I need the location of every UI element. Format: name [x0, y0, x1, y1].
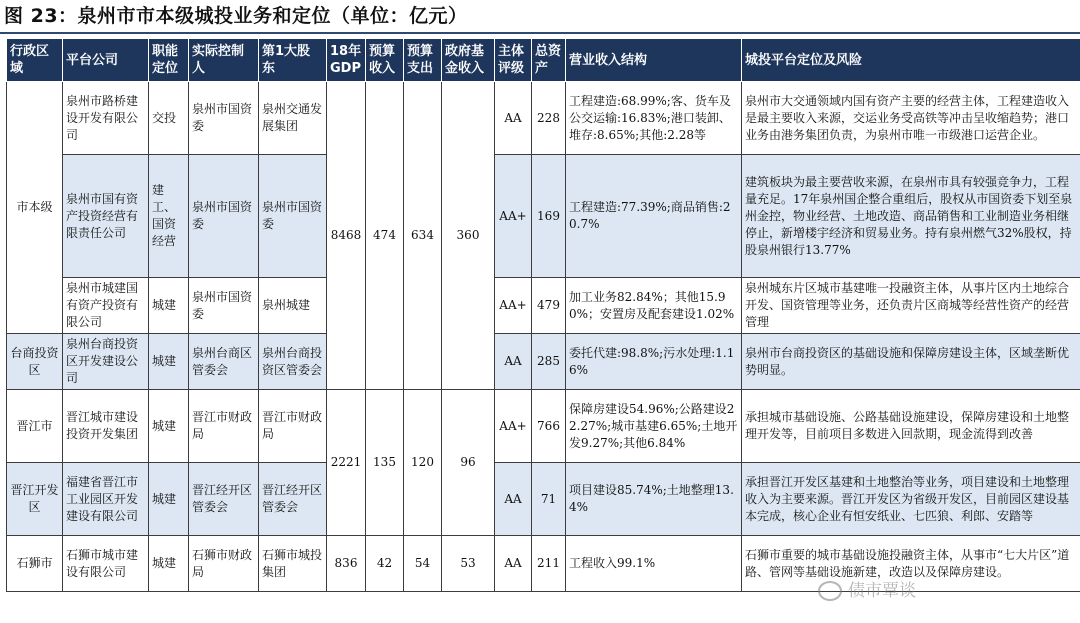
wechat-icon: [818, 581, 842, 601]
role-cell: 城建: [149, 278, 189, 334]
rating-cell: AA: [495, 463, 532, 536]
role-cell: 城建: [149, 334, 189, 390]
rating-cell: AA: [495, 82, 532, 155]
revenue-cell: 加工业务82.84%；其他15.90%；安置房及配套建设1.02%: [566, 278, 742, 334]
shareholder-cell: 石狮市城投集团: [259, 536, 327, 592]
header-cell: 第1大股东: [259, 39, 327, 82]
table-row: [7, 155, 1080, 278]
header-cell: 政府基金收入: [442, 39, 495, 82]
header-row: [7, 39, 1080, 82]
gdp-cell: 2221: [327, 390, 366, 536]
controller-cell: 泉州市国资委: [189, 278, 259, 334]
revenue-cell: 工程建造:77.39%;商品销售:20.7%: [566, 155, 742, 278]
region-cell: 石狮市: [7, 536, 63, 592]
header-cell: 预算支出: [404, 39, 442, 82]
table-row: [7, 390, 1080, 463]
table-row: [7, 334, 1080, 390]
revenue-cell: 项目建设85.74%;土地整理13.4%: [566, 463, 742, 536]
company-cell: 泉州市城建国有资产投资有限公司: [63, 278, 149, 334]
role-cell: 城建: [149, 536, 189, 592]
company-cell: 晋江城市建设投资开发集团: [63, 390, 149, 463]
assets-cell: 285: [532, 334, 566, 390]
header-cell: 平台公司: [63, 39, 149, 82]
positioning-cell: 泉州市台商投资区的基础设施和保障房建设主体，区域垄断优势明显。: [742, 334, 1080, 390]
company-cell: 福建省晋江市工业园区开发建设有限公司: [63, 463, 149, 536]
company-cell: 泉州市路桥建设开发有限公司: [63, 82, 149, 155]
company-cell: 石狮市城市建设有限公司: [63, 536, 149, 592]
assets-cell: 766: [532, 390, 566, 463]
assets-cell: 228: [532, 82, 566, 155]
figure-title: 图 23：泉州市市本级城投业务和定位（单位：亿元）: [4, 5, 468, 27]
positioning-cell: 泉州市大交通领域内国有资产主要的经营主体，工程建造收入是最主要收入来源，交运业务受高铁等冲击呈收缩趋势；港口业务由港务集团负责，为泉州市唯一市级港口运营企业。: [742, 82, 1080, 155]
header-cell: 行政区域: [7, 39, 63, 82]
positioning-cell: 泉州城东片区城市基建唯一投融资主体，从事片区内土地综合开发、国资管理等业务，还负责片区商城等经营性资产的经营管理: [742, 278, 1080, 334]
region-cell: 台商投资区: [7, 334, 63, 390]
title-rule: [0, 32, 1080, 34]
budget-income-cell: 135: [366, 390, 404, 536]
region-cell: 晋江市: [7, 390, 63, 463]
rating-cell: AA: [495, 334, 532, 390]
header-cell: 城投平台定位及风险: [742, 39, 1080, 82]
role-cell: 交投: [149, 82, 189, 155]
assets-cell: 169: [532, 155, 566, 278]
controller-cell: 晋江市财政局: [189, 390, 259, 463]
header-cell: 实际控制人: [189, 39, 259, 82]
rating-cell: AA+: [495, 390, 532, 463]
budget-income-cell: 42: [366, 536, 404, 592]
data-table: [6, 38, 1080, 592]
assets-cell: 71: [532, 463, 566, 536]
gdp-cell: 8468: [327, 82, 366, 390]
table-row: [7, 82, 1080, 155]
controller-cell: 泉州市国资委: [189, 155, 259, 278]
header-cell: 主体评级: [495, 39, 532, 82]
watermark: [818, 578, 1078, 604]
company-cell: 泉州台商投资区开发建设公司: [63, 334, 149, 390]
table-row: [7, 463, 1080, 536]
shareholder-cell: 泉州市国资委: [259, 155, 327, 278]
shareholder-cell: 泉州城建: [259, 278, 327, 334]
positioning-cell: 承担晋江开发区基建和土地整治等业务，项目建设和土地整理收入为主要来源。晋江开发区为省级开发区，目前园区建设基本完成，核心企业有恒安纸业、七匹狼、利郎、安踏等: [742, 463, 1080, 536]
revenue-cell: 工程建造:68.99%;客、货车及公交运输:16.83%;港口装卸、堆存:8.65%;其他:2.28等: [566, 82, 742, 155]
assets-cell: 211: [532, 536, 566, 592]
assets-cell: 479: [532, 278, 566, 334]
fund-income-cell: 96: [442, 390, 495, 536]
watermark-text: 债市覃谈: [848, 581, 916, 601]
role-cell: 城建: [149, 390, 189, 463]
fund-income-cell: 360: [442, 82, 495, 390]
role-cell: 城建: [149, 463, 189, 536]
region-cell: 晋江开发区: [7, 463, 63, 536]
budget-expense-cell: 634: [404, 82, 442, 390]
shareholder-cell: 泉州交通发展集团: [259, 82, 327, 155]
gdp-cell: 836: [327, 536, 366, 592]
positioning-cell: 承担城市基础设施、公路基础设施建设，保障房建设和土地整理开发等，目前项目多数进入回款期，现金流得到改善: [742, 390, 1080, 463]
header-cell: 职能定位: [149, 39, 189, 82]
region-cell: 市本级: [7, 82, 63, 334]
header-cell: 营业收入结构: [566, 39, 742, 82]
controller-cell: 泉州市国资委: [189, 82, 259, 155]
revenue-cell: 委托代建:98.8%;污水处理:1.16%: [566, 334, 742, 390]
positioning-cell: 石狮市重要的城市基础设施投融资主体，从事市“七大片区”道路、管网等基础设施新建，改造以及保障房建设。: [742, 536, 1080, 592]
controller-cell: 晋江经开区管委会: [189, 463, 259, 536]
shareholder-cell: 泉州台商投资区管委会: [259, 334, 327, 390]
budget-income-cell: 474: [366, 82, 404, 390]
fund-income-cell: 53: [442, 536, 495, 592]
shareholder-cell: 晋江市财政局: [259, 390, 327, 463]
revenue-cell: 保障房建设54.96%;公路建设22.27%;城市基建6.65%;土地开发9.27%;其他6.84%: [566, 390, 742, 463]
company-cell: 泉州市国有资产投资经营有限责任公司: [63, 155, 149, 278]
rating-cell: AA+: [495, 278, 532, 334]
header-cell: 预算收入: [366, 39, 404, 82]
rating-cell: AA: [495, 536, 532, 592]
table-row: [7, 278, 1080, 334]
revenue-cell: 工程收入99.1%: [566, 536, 742, 592]
rating-cell: AA+: [495, 155, 532, 278]
budget-expense-cell: 54: [404, 536, 442, 592]
budget-expense-cell: 120: [404, 390, 442, 536]
controller-cell: 石狮市财政局: [189, 536, 259, 592]
header-cell: 总资产: [532, 39, 566, 82]
shareholder-cell: 晋江经开区管委会: [259, 463, 327, 536]
controller-cell: 泉州台商区管委会: [189, 334, 259, 390]
positioning-cell: 建筑板块为最主要营收来源，在泉州市具有较强竞争力，工程量充足。17年泉州国企整合重组后，股权从市国资委下划至泉州金控，物业经营、土地改造、商品销售和工业制造业务相继停止，新增楼宇经济和贸易业务。持有泉州燃气32%股权，持股泉州银行13.77%: [742, 155, 1080, 278]
role-cell: 建工、国资经营: [149, 155, 189, 278]
header-cell: 18年GDP: [327, 39, 366, 82]
